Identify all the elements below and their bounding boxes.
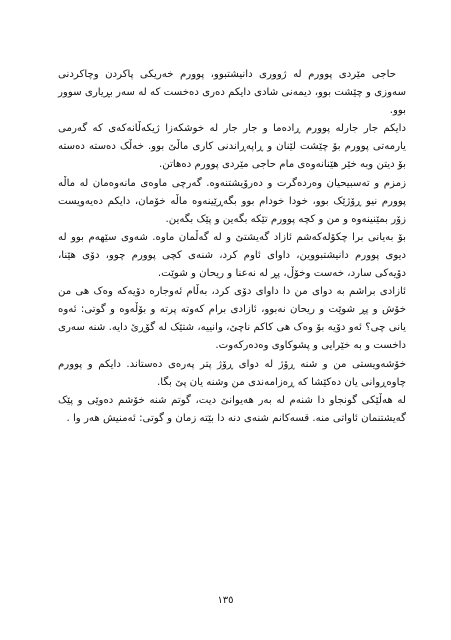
paragraph: ئازادی براشم بە دوای من دا داوای دۆی کرد، بەڵام ئەوجارە دۆیەکە وەک هی من خۆش و پڕ شوێت و ریحان نەبوو، ئازادی برام کەوتە پرتە و بۆڵەوە و گوتی: ئەوە یانی چی؟ ئەو دۆیە بۆ وەک هی کاکم ناچێ، وانییە، شتێک لە گۆڕێ دایە. شنە سەری داخست و بە خێرایی و پشوکاوی وەدەرکەوت. — [58, 286, 406, 352]
page-number: ١٣٥ — [217, 595, 234, 606]
paragraph: لە هەڵێکی گونجاو دا شنەم لە بەر هەیوانێ دیت، گوتم شنە خۆشم دەوێی و پێک گەیشتنمان ئاواتی منە. قسەکانم شنەی دنە دا بێتە زمان و گوتی: ئەمنیش هەر وا . — [58, 394, 406, 424]
paragraph: حاجی مێردی پوورم لە ژووری دانیشتبوو، پوورم خەریکی پاکردن وچاکردنی سەوزی و چێشت بوو، دیمەنی شادی دایکم دەری دەخست کە لە سەر بڕیاری سوور بوو. — [58, 69, 406, 117]
paragraph: زمزم و تەسبیحیان وەردەگرت و دەرۆیشتنەوە. گەرچی ماوەی مانەوەمان لە ماڵە پوورم نیو ڕۆژێک بوو، خودا خودام بوو بگەڕێینەوە ماڵە خۆمان، دایکم دەیەویست زۆر بمێنینەوە و من و کچە پوورم تێکە بگەین و پێک بگەین. — [58, 177, 406, 225]
paragraph: خۆشەویستی من و شنە ڕۆژ لە دوای ڕۆژ پتر پەرەی دەستاند. دایکم و پوورم چاوەڕوانی یان دەکێشا کە ڕەزامەندی من وشنە یان پێ بگا. — [58, 358, 406, 388]
paragraph: بۆ بەیانی برا چکۆلەکەشم ئازاد گەیشتێ و لە گەڵمان ماوە. شەوی سێهەم بوو لە دیوی پوورم دانیشتبووین، داوای ئاوم کرد، شنەی کچی پوورم چوو، دۆی هێنا، دۆیەکی سارد، خەست وخۆڵ، پڕ لە نەعنا و ریحان و شوێت. — [58, 231, 406, 280]
paragraph: دایکم جار جارلە پوورم ڕادەما و جار جار لە خوشکەزا ژیکەڵانەکەی کە گەرمی یارمەتی پوورم بۆ چێشت لێنان و ڕاپەڕاندنی کاری ماڵێ بوو. خەڵک دەستە دەستە بۆ دیتن وبە خێر هێنانەوەی مام حاجی مێردی پوورم دەهاتن. — [58, 123, 406, 171]
body-text — [58, 66, 406, 428]
